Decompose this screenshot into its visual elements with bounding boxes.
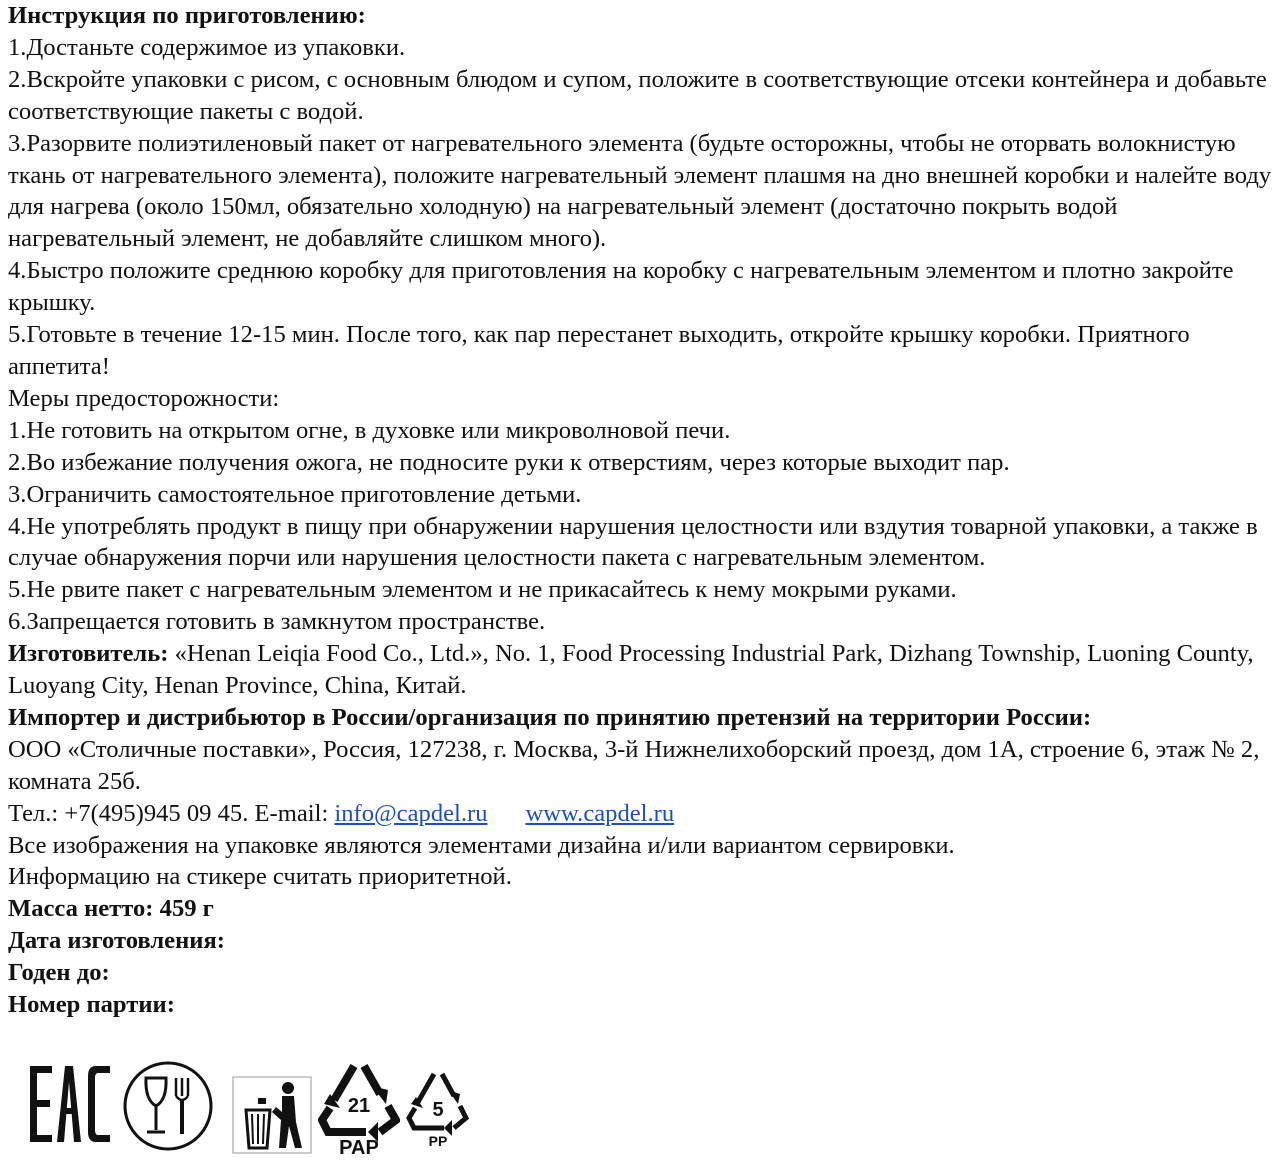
instruction-step-3: 3.Разорвите полиэтиленовый пакет от нагревательного элемента (будьте осторожны, чтобы не оторвать волокнистую ткань от нагревательного элемента), положите нагревательный элемент плашмя на дно внешней коробки и налейте воду для нагрева (около 150мл, обязательно холодную) на нагревательный элемент (достаточно покрыть водой нагревательный элемент, не добавляйте слишком много). xyxy=(8,129,1272,253)
manufacturer-label: Изготовитель: xyxy=(8,640,169,668)
instruction-step-4: 4.Быстро положите среднюю коробку для приготовления на коробку с нагревательным элементом и плотно закройте крышку. xyxy=(8,257,1234,317)
website-link[interactable]: www.capdel.ru xyxy=(525,799,675,827)
food-contact-icon xyxy=(120,1060,216,1152)
precaution-item-6: 6.Запрещается готовить в замкнутом пространстве. xyxy=(8,608,546,636)
manufacturer-text: «Henan Leiqia Food Co., Ltd.», No. 1, Food Processing Industrial Park, Dizhang Township, Luoning County, Luoyang City, Henan Province, China, Китай. xyxy=(8,640,1254,700)
importer-label: Импортер и дистрибьютор в России/организация по принятию претензий на территории России: xyxy=(8,703,1092,731)
recycling-pp-code: 5 xyxy=(432,1099,444,1121)
note-design: Все изображения на упаковке являются элементами дизайна и/или вариантом сервировки. xyxy=(8,831,955,859)
best-before-label: Годен до: xyxy=(8,959,110,987)
instruction-step-5: 5.Готовьте в течение 12-15 мин. После того, как пар перестанет выходить, откройте крышку коробки. Приятного аппетита! xyxy=(8,321,1190,380)
precautions-title: Меры предосторожности: xyxy=(8,384,280,412)
note-sticker: Информацию на стикере считать приоритетной. xyxy=(8,863,512,891)
precaution-item-2: 2.Во избежание получения ожога, не подносите руки к отверстиям, через которые выходит пар. xyxy=(8,448,1010,476)
recycling-pap-code: 21 xyxy=(347,1095,371,1117)
importer-address: ООО «Столичные поставки», Россия, 127238, г. Москва, 3-й Нижнелихоборский проезд, дом 1А, строение 6, этаж № 2, комната 25б. xyxy=(8,735,1260,795)
recycling-pap-material: PAP xyxy=(339,1137,379,1156)
certification-symbols xyxy=(28,1056,488,1156)
precaution-item-5: 5.Не рвите пакет с нагревательным элементом и не прикасайтесь к нему мокрыми руками. xyxy=(8,576,957,604)
contacts-line xyxy=(8,798,1274,830)
recycling-pp-icon xyxy=(406,1068,470,1150)
phone-text: Тел.: +7(495)945 09 45. E-mail: xyxy=(8,799,335,827)
instructions-title: Инструкция по приготовлению: xyxy=(8,2,366,29)
recycling-pap-icon xyxy=(318,1056,400,1156)
manufacturer-block xyxy=(8,638,1274,702)
net-weight: Масса нетто: 459 г xyxy=(8,895,214,923)
eac-mark-icon xyxy=(28,1064,114,1144)
instruction-document xyxy=(8,0,1274,1021)
email-link[interactable]: info@capdel.ru xyxy=(334,799,488,827)
tidyman-disposal-icon xyxy=(232,1076,312,1154)
manufacture-date-label: Дата изготовления: xyxy=(8,927,225,955)
precaution-item-1: 1.Не готовить на открытом огне, в духовке или микроволновой печи. xyxy=(8,416,731,444)
batch-number-label: Номер партии: xyxy=(8,991,175,1019)
recycling-pp-material: PP xyxy=(428,1133,448,1149)
instruction-step-2: 2.Вскройте упаковки с рисом, с основным блюдом и супом, положите в соответствующие отсеки контейнера и добавьте соответствующие пакеты с водой. xyxy=(8,65,1267,125)
precaution-item-3: 3.Ограничить самостоятельное приготовление детьми. xyxy=(8,480,582,508)
precaution-item-4: 4.Не употреблять продукт в пищу при обнаружении нарушения целостности или вздутия товарной упаковки, а также в случае обнаружения порчи или нарушения целостности пакета с нагревательным элементом. xyxy=(8,512,1258,572)
instruction-step-1: 1.Достаньте содержимое из упаковки. xyxy=(8,33,406,61)
